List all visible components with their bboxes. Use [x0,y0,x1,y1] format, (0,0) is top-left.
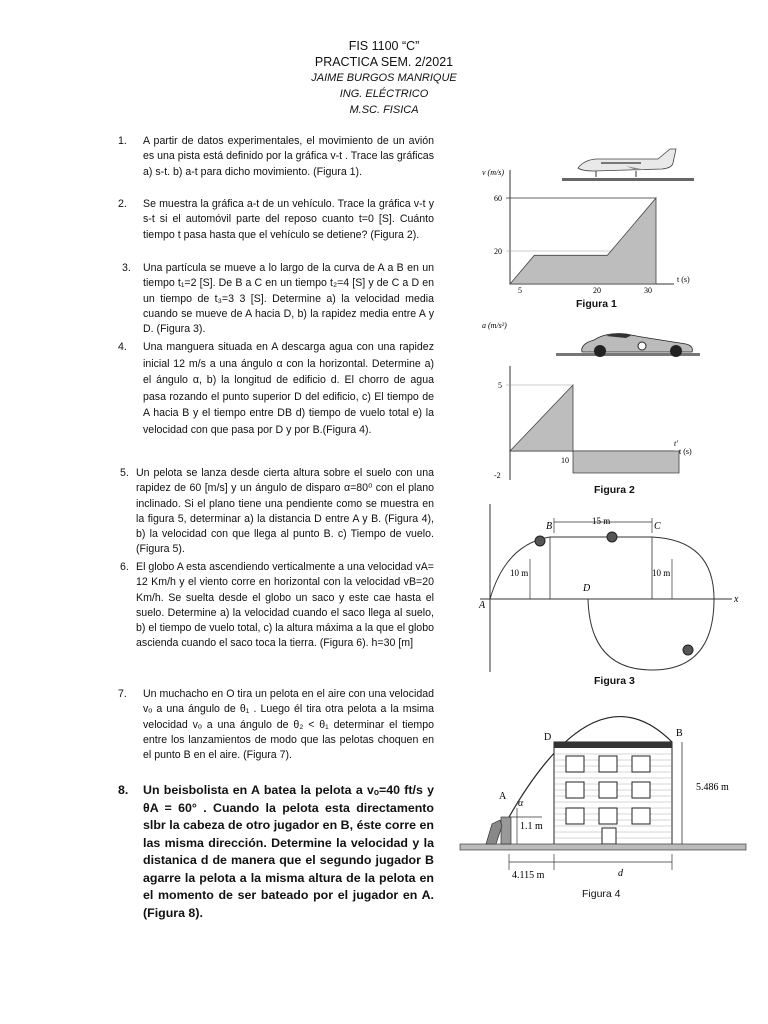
point-A-label: A [479,600,486,611]
figure-3-caption: Figura 3 [594,675,635,687]
question-2 [118,197,434,243]
question-6 [120,560,434,652]
x-tick-30: 30 [644,286,652,295]
ground [460,844,746,850]
point-C-label: C [654,521,661,532]
question-text: El globo A esta ascendiendo verticalmente a una velocidad vA= 12 Km/h y el viento corre en horizontal con la velocidad vB=20 Km/h. Se suelta desde el globo un saco y este cae hasta el suelo. Determine a) la velocidad cuando el saco llega al suelo, b) el tiempo de vuelo total, c) la altura máxima a la que el globo ascienda cuando el saco toca la tierra. (Figura 6). h=30 [m] [136,561,434,650]
course-title: FIS 1100 “C” [348,39,420,53]
document-header [0,38,768,118]
acceleration-positive-area [510,385,573,451]
y-axis-label: v (m/s) [482,168,504,177]
window [599,808,617,824]
path-C-to-D [588,537,714,670]
question-text: Un pelota se lanza desde cierta altura sobre el suelo con una rapidez de 60 [m/s] y un ángulo de disparo α=80⁰ con el plano inclinado. Si el plano tiene una pendiente como se muestra en la figura 5, determinar a) la distancia D entre A y B. (Figura 4), b) la velocidad con que llega al punto B. c) Tiempo de vuelo. (Figura 5). [136,467,434,556]
particle-CD [683,645,693,655]
question-text: Un beisbolista en A batea la pelota a vₒ=40 ft/s y θA = 60° . Cuando la pelota esta directamento slbr la cabeza de otro jugador en B, éste corre en las misma dirección. Determine la velocidad y la distanica d de manera que el segundo jugador B agarre la pelota a la misma altura de la pelota en el momento de ser bateado por el jugador en A. (Figura 8). [143,783,434,920]
particle-B [535,536,545,546]
dim-15m: 15 m [592,516,611,526]
figure-4-caption: Figura 4 [582,888,621,900]
distance-d: d [618,868,623,879]
x-axis-label: x [734,594,739,605]
question-text: Un muchacho en O tira un pelota en el aire con una velocidad vₒ a una ángulo de θ₁ . Luego él tira otra pelota a la msima velocidad vₒ a una ángulo de θ₂ < θ₁ determinar el tiempo entre los lanzamientos de modo que las pelotas choquen en el punto B en el aire. (Figura 7). [143,688,434,762]
window [599,756,617,772]
practice-title: PRACTICA SEM. 2/2021 [314,55,454,69]
figure-4-diagram [456,696,754,886]
x-axis-label: t (s) [677,275,690,284]
point-B-label: B [676,728,683,739]
question-3 [118,261,434,337]
height-5-486m: 5.486 m [696,782,729,793]
question-text: A partir de datos experimentales, el movimiento de un avión es una pista está definido por la gráfica v-t . Trace las gráficas a) s-t. b) a-t para dicho movimiento. (Figura 1). [143,135,434,178]
hose-pedestal [501,817,511,844]
x-tick-5: 5 [518,286,522,295]
question-5 [120,466,434,558]
question-number: 5. [120,467,129,479]
author-degree: ING. ELÉCTRICO [339,88,429,100]
t-prime-label: t′ [674,439,678,448]
question-text: Una manguera situada en A descarga agua con una rapidez inicial 12 m/s a una ángulo α con la horizontal. Determine a) el ángulo α, b) la longitud de edificio d. El chorro de agua pasa rozando el punto superior D del edificio, c) El tiempo de A hacia B y el tiempo entre DB d) tiempo de vuelo total e) la velocidad con que pasa por D y por B.(Figura 4). [143,341,434,436]
figure-1-chart [476,146,706,296]
person-with-hose [486,820,502,844]
figure-1-caption: Figura 1 [576,298,617,310]
y-tick-60: 60 [494,194,502,203]
alpha-label: α [518,798,524,809]
window [632,782,650,798]
question-number: 4. [118,341,127,353]
airplane-image [562,149,694,181]
y-tick-neg2: -2 [494,471,501,480]
dim-10m-left: 10 m [510,568,529,578]
figure-2-chart [476,318,706,484]
window [566,808,584,824]
velocity-area [510,198,656,284]
question-8 [118,782,434,922]
distance-4-115m: 4.115 m [512,870,545,881]
question-number: 8. [118,783,129,797]
height-1-1m: 1.1 m [520,821,543,832]
y-tick-5: 5 [498,381,502,390]
figure-2-caption: Figura 2 [594,484,635,496]
question-4 [118,339,434,439]
door [602,828,616,844]
question-1 [118,134,434,180]
race-car-image [556,333,700,357]
question-number: 7. [118,688,127,700]
question-number: 1. [118,135,127,147]
x-tick-20: 20 [593,286,601,295]
building-roof [554,742,672,748]
point-D-label: D [583,583,591,594]
author-name: JAIME BURGOS MANRIQUE [311,72,457,84]
window [632,808,650,824]
particle-BC [607,532,617,542]
question-number: 2. [118,198,127,210]
point-B-label: B [546,521,553,532]
point-D-label: D [544,732,552,743]
y-axis-label: a (m/s²) [482,321,507,330]
window [566,756,584,772]
window [632,756,650,772]
author-title: M.SC. FISICA [349,104,419,116]
point-A-label: A [499,791,507,802]
question-text: Se muestra la gráfica a-t de un vehículo. Trace la gráfica v-t y s-t si el automóvil parte del reposo cuanto t=0 [S]. Cuánto tiempo t pasa hasta que el vehículo se detiene? (Figura 2). [143,198,434,241]
y-tick-20: 20 [494,247,502,256]
question-7 [118,687,434,763]
x-tick-10: 10 [561,456,569,465]
acceleration-negative-area [573,451,679,473]
figure-3-diagram [476,500,746,675]
window [566,782,584,798]
question-number: 6. [120,561,129,573]
question-text: Una partícula se mueve a lo largo de la curva de A a B en un tiempo t₁=2 [S]. De B a C en un tiempo t₂=4 [S] y de C a D en un tiempo de t₃=3 3 [S]. Determine a) la velocidad media cuando se mueve de A hacia D, b) la rapidez media entre A y D. (Figura 3). [143,262,434,336]
x-axis-label: t (s) [679,447,692,456]
question-number: 3. [122,262,131,274]
dim-10m-right: 10 m [652,568,671,578]
window [599,782,617,798]
